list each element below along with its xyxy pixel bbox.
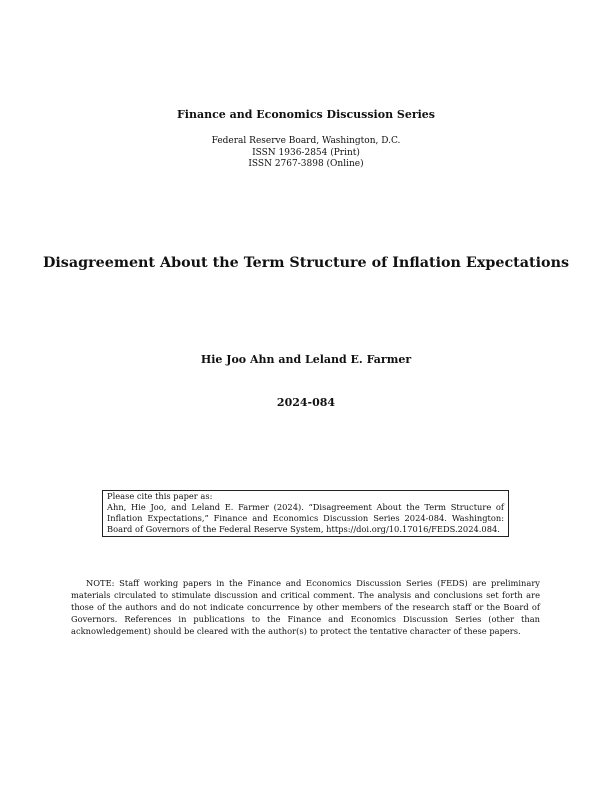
disclaimer-note: NOTE: Staff working papers in the Finance and Economics Discussion Series (FEDS) are preliminary materials circulated to stimulate discussion and critical comment. The analysis and conclusions set forth are those of the authors and do not indicate concurrence by other members of the research staff or the Board of Governors. References in publications to the Finance and Economics Discussion Series (other than acknowledgement) should be cleared with the author(s) to protect the tentative character of these papers. bbox=[71, 578, 540, 636]
publisher-name: Federal Reserve Board, Washington, D.C. bbox=[211, 136, 401, 146]
series-title: Finance and Economics Discussion Series bbox=[176, 108, 436, 121]
paper-title: Disagreement About the Term Structure of Inflation Expectations bbox=[42, 255, 570, 271]
publisher-block bbox=[0, 136, 612, 171]
issn-online: ISSN 2767-3898 (Online) bbox=[248, 159, 364, 169]
citation-box bbox=[102, 490, 509, 537]
citation-intro: Please cite this paper as: bbox=[107, 491, 213, 501]
issn-print: ISSN 1936-2854 (Print) bbox=[252, 147, 360, 158]
paper-authors: Hie Joo Ahn and Leland E. Farmer bbox=[200, 353, 412, 366]
citation-text: Ahn, Hie Joo, and Leland E. Farmer (2024). “Disagreement About the Term Structure of Inflation Expectations,” Finance and Economics Discussion Series 2024-084. Washington: Board of Governors of the Federal Reserve System, https://doi.org/10.17016/FEDS.2024.084. bbox=[107, 502, 504, 534]
paper-number: 2024-084 bbox=[276, 396, 336, 409]
